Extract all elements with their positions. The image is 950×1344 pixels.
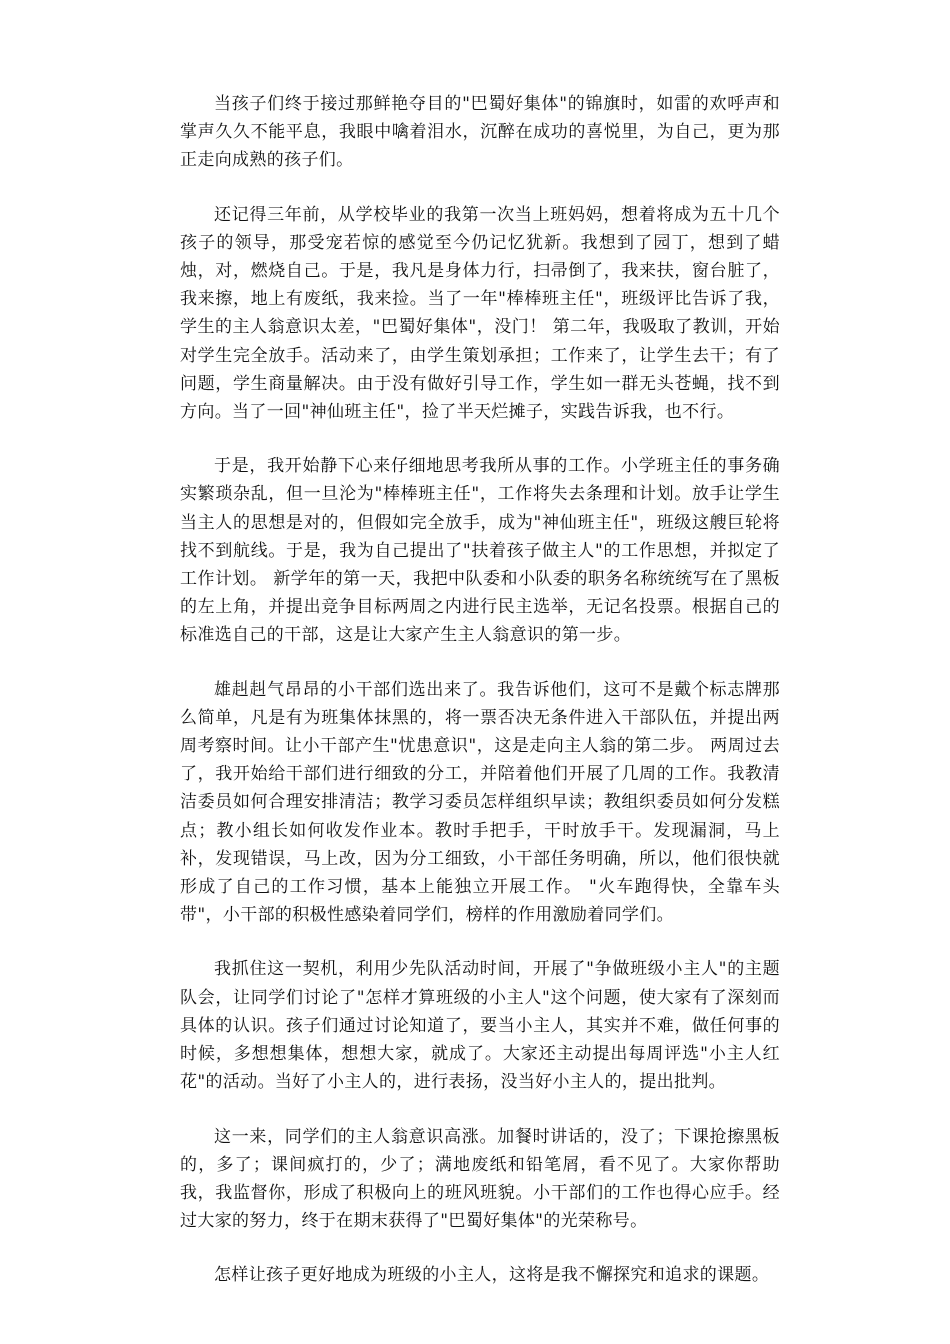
paragraph-5: 我抓住这一契机，利用少先队活动时间，开展了"争做班级小主人"的主题队会，让同学们讨论了"怎样才算班级的小主人"这个问题，使大家有了深刻而具体的认识。孩子们通过讨论知道了，要当小主人，其实并不难，做任何事的时候，多想想集体，想想大家，就成了。大家还主动提出每周评选"小主人红花"的活动。当好了小主人的，进行表扬，没当好小主人的，提出批判。	[180, 959, 780, 1093]
article-body	[180, 90, 780, 1290]
paragraph-1: 当孩子们终于接过那鲜艳夺目的"巴蜀好集体"的锦旗时，如雷的欢呼声和掌声久久不能平息，我眼中噙着泪水，沉醉在成功的喜悦里，为自己，更为那正走向成熟的孩子们。	[180, 94, 780, 171]
paragraph-7: 怎样让孩子更好地成为班级的小主人，这将是我不懈探究和追求的课题。	[214, 1265, 770, 1286]
paragraph-3: 于是，我开始静下心来仔细地思考我所从事的工作。小学班主任的事务确实繁琐杂乱，但一旦沦为"棒棒班主任"，工作将失去条理和计划。放手让学生当主人的思想是对的，但假如完全放手，成为"神仙班主任"，班级这艘巨轮将找不到航线。于是，我为自己提出了"扶着孩子做主人"的工作思想，并拟定了工作计划。 新学年的第一天，我把中队委和小队委的职务名称统统写在了黑板的左上角，并提出竞争目标两周之内进行民主选举，无记名投票。根据自己的标准选自己的干部，这是让大家产生主人翁意识的第一步。	[180, 456, 780, 646]
paragraph-4: 雄赳赳气昂昂的小干部们选出来了。我告诉他们，这可不是戴个标志牌那么简单，凡是有为班集体抹黑的，将一票否决无条件进入干部队伍，并提出两周考察时间。让小干部产生"忧患意识"，这是走向主人翁的第二步。 两周过去了，我开始给干部们进行细致的分工，并陪着他们开展了几周的工作。我教清洁委员如何合理安排清洁；教学习委员怎样组织早读；教组织委员如何分发糕点；教小组长如何收发作业本。教时手把手，干时放手干。发现漏洞，马上补，发现错误，马上改，因为分工细致，小干部任务明确，所以，他们很快就形成了自己的工作习惯，基本上能独立开展工作。 "火车跑得快，全靠车头带"，小干部的积极性感染着同学们，榜样的作用激励着同学们。	[180, 679, 780, 926]
paragraph-6: 这一来，同学们的主人翁意识高涨。加餐时讲话的，没了；下课抢擦黑板的，多了；课间疯打的，少了；满地废纸和铅笔屑，看不见了。大家你帮助我，我监督你，形成了积极向上的班风班貌。小干部们的工作也得心应手。经过大家的努力，终于在期末获得了"巴蜀好集体"的光荣称号。	[180, 1126, 780, 1232]
paragraph-2: 还记得三年前，从学校毕业的我第一次当上班妈妈，想着将成为五十几个孩子的领导，那受宠若惊的感觉至今仍记忆犹新。我想到了园丁，想到了蜡烛，对，燃烧自己。于是，我凡是身体力行，扫帚倒了，我来扶，窗台脏了，我来擦，地上有废纸，我来捡。当了一年"棒棒班主任"，班级评比告诉了我，学生的主人翁意识太差，"巴蜀好集体"，没门！ 第二年，我吸取了教训，开始对学生完全放手。活动来了，由学生策划承担；工作来了，让学生去干；有了问题，学生商量解决。由于没有做好引导工作，学生如一群无头苍蝇，找不到方向。当了一回"神仙班主任"，捡了半天烂摊子，实践告诉我，也不行。	[180, 204, 780, 423]
